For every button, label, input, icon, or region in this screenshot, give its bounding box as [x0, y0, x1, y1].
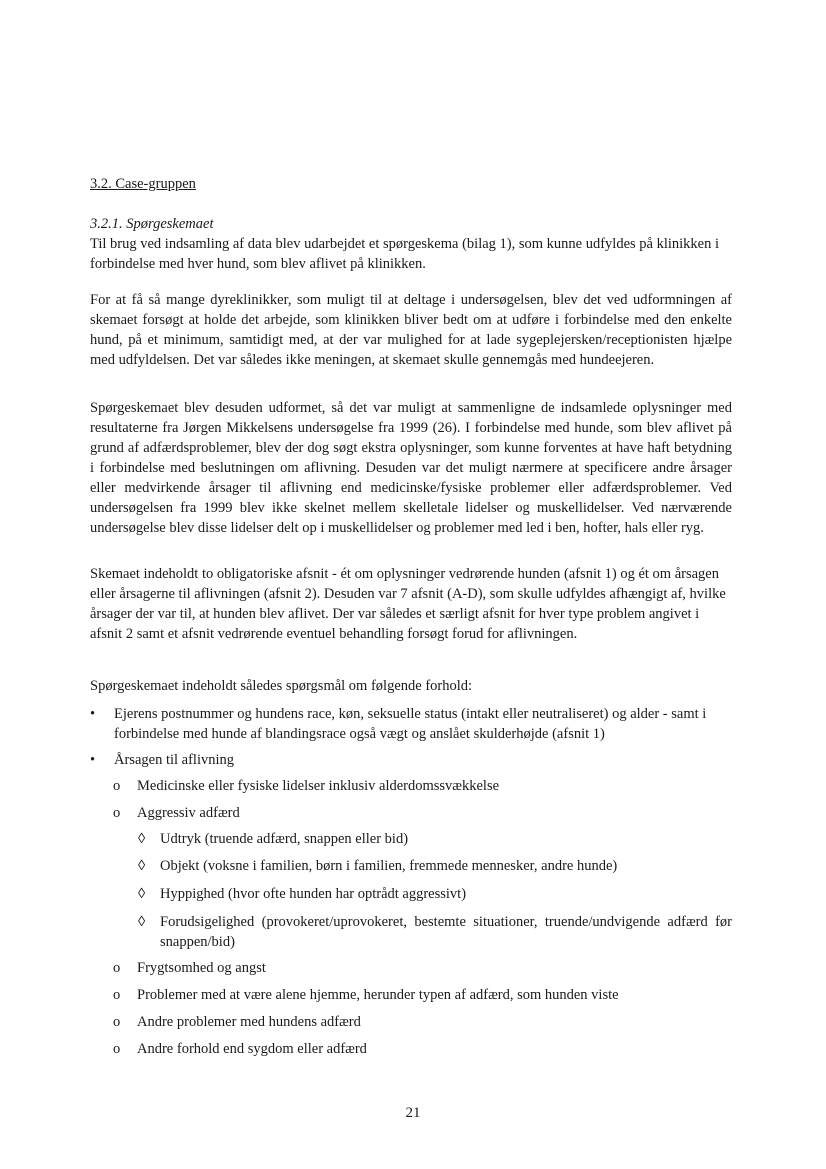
subsection-heading: 3.2.1. Spørgeskemaet [90, 216, 214, 232]
sub-list-item-text: Aggressiv adfærd [137, 805, 240, 821]
detail-list-item-text: Udtryk (truende adfærd, snappen eller bid) [160, 831, 409, 847]
circle-marker: o [113, 778, 121, 794]
page-number: 21 [405, 1105, 421, 1121]
paragraph-intro: Til brug ved indsamling af data blev udarbejdet et spørgeskema (bilag 1), som kunne udfyldes på klinikken i forbindelse med hver hund, som blev aflivet på klinikken. [90, 236, 720, 272]
detail-list-item-text: Objekt (voksne i familien, børn i familien, fremmede mennesker, andre hunde) [160, 858, 618, 874]
detail-list-item-text: Forudsigelighed (provokeret/uprovokeret, bestemte situationer, truende/undvigende adfærd før snappen/bid) [160, 914, 732, 950]
paragraph-sections: Skemaet indeholdt to obligatoriske afsnit - ét om oplysninger vedrørende hunden (afsnit 1) og ét om årsagen eller årsagerne til aflivningen (afsnit 2). Desuden var 7 afsnit (A-D), som skulle udfyldes afhængigt af, hvilke årsager der var til, at hunden blev aflivet. Der var således et særligt afsnit for hver type problem angivet i afsnit 2 samt et afsnit vedrørende eventuel behandling forsøgt forud for aflivningen. [90, 566, 726, 642]
paragraph-list-intro: Spørgeskemaet indeholdt således spørgsmål om følgende forhold: [90, 678, 473, 694]
circle-marker: o [113, 960, 121, 976]
bullet-marker: • [90, 752, 96, 768]
list-item-text: Ejerens postnummer og hundens race, køn, seksuelle status (intakt eller neutraliseret) og alder - samt i forbindelse med hunde af blandingsrace også vægt og anslået skulderhøjde (afsnit 1) [114, 706, 707, 742]
diamond-marker: ◊ [138, 858, 146, 874]
bullet-marker: • [90, 706, 96, 722]
section-heading: 3.2. Case-gruppen [90, 176, 196, 192]
sub-list-item-text: Problemer med at være alene hjemme, herunder typen af adfærd, som hunden viste [137, 987, 619, 1003]
sub-list-item-text: Andre forhold end sygdom eller adfærd [137, 1041, 367, 1057]
diamond-marker: ◊ [138, 914, 146, 930]
diamond-marker: ◊ [138, 886, 146, 902]
paragraph-design: For at få så mange dyreklinikker, som muligt til at deltage i undersøgelsen, blev det ved udformningen af skemaet forsøgt at holde det arbejde, som klinikken bliver bedt om at udføre i forbindelse med den enkelte hund, på et minimum, samtidigt med, at der var mulighed for at lade sygeplejersken/receptionisten hjælpe med udfyldelsen. Det var således ikke meningen, at skemaet skulle gennemgås med hundeejeren. [90, 292, 732, 368]
sub-list-item-text: Medicinske eller fysiske lidelser inklusiv alderdomssvækkelse [137, 778, 500, 794]
list-item-text: Årsagen til aflivning [114, 752, 235, 768]
circle-marker: o [113, 1041, 121, 1057]
diamond-marker: ◊ [138, 831, 146, 847]
circle-marker: o [113, 1014, 121, 1030]
sub-list-item-text: Frygtsomhed og angst [137, 960, 266, 976]
circle-marker: o [113, 987, 121, 1003]
paragraph-comparison: Spørgeskemaet blev desuden udformet, så det var muligt at sammenligne de indsamlede oplysninger med resultaterne fra Jørgen Mikkelsens undersøgelse fra 1999 (26). I forbindelse med hunde, som blev aflivet på grund af adfærdsproblemer, blev der dog søgt ekstra oplysninger, som kunne forventes at have haft betydning i forbindelse med beslutningen om aflivning. Desuden var det muligt nærmere at specificere andre årsager eller medvirkende årsager til aflivning end medicinske/fysiske problemer eller adfærdsproblemer. Ved undersøgelsen fra 1999 blev ikke skelnet mellem skelletale lidelser og muskellidelser. Ved nærværende undersøgelse blev disse lidelser delt op i muskellidelser og problemer med led i ben, hofter, hals eller ryg. [90, 400, 732, 536]
sub-list-item-text: Andre problemer med hundens adfærd [137, 1014, 361, 1030]
detail-list-item-text: Hyppighed (hvor ofte hunden har optrådt aggressivt) [160, 886, 467, 902]
circle-marker: o [113, 805, 121, 821]
